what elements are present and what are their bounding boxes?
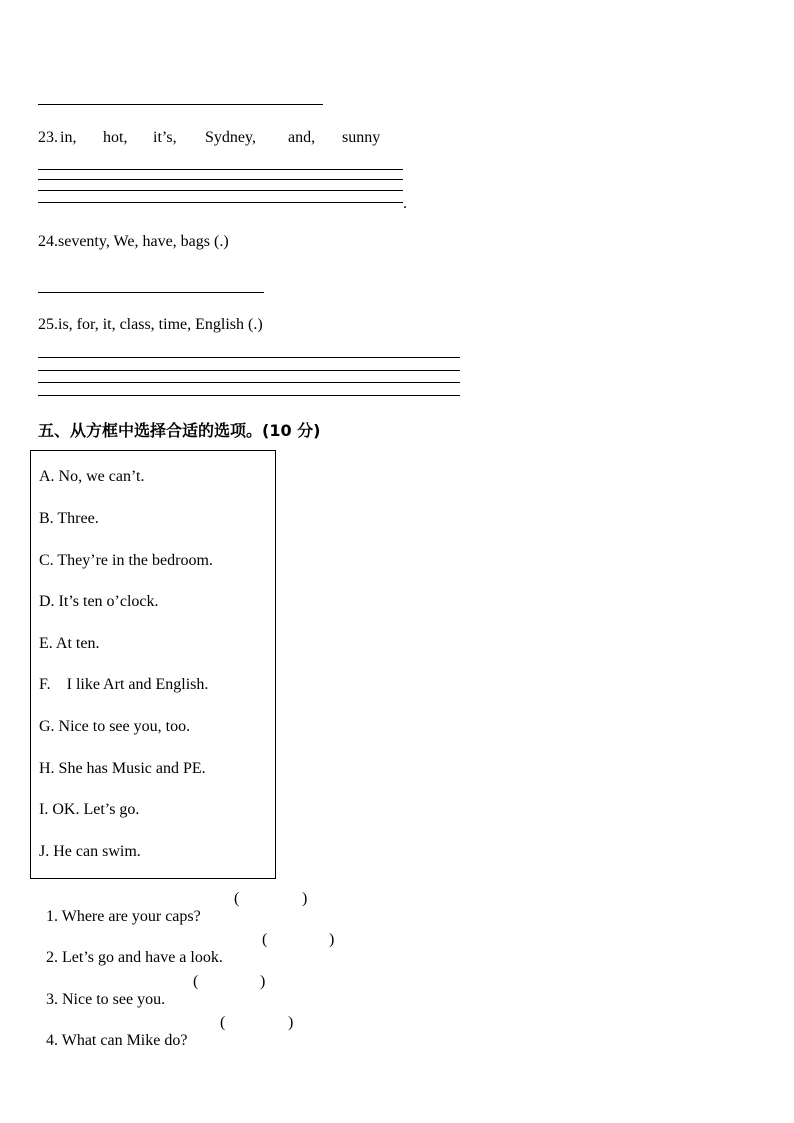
q23-word-4: Sydney, — [205, 129, 256, 146]
question-23 — [38, 129, 438, 151]
answer-open-paren-3: ( — [193, 973, 199, 990]
question-25: 25.is, for, it, class, time, English (.) — [38, 316, 263, 333]
answer-line-q23-1[interactable] — [38, 169, 403, 170]
answer-line-q25-1[interactable] — [38, 357, 460, 358]
answer-blank-3[interactable] — [205, 973, 255, 993]
match-question-1-text: 1. Where are your caps? — [46, 908, 201, 925]
answer-line-q24[interactable] — [38, 292, 264, 293]
option-f: F. I like Art and English. — [39, 676, 209, 693]
answer-line-q25-4[interactable] — [38, 395, 460, 396]
option-c: C. They’re in the bedroom. — [39, 552, 213, 569]
option-g: G. Nice to see you, too. — [39, 718, 191, 735]
match-question-2 — [38, 931, 223, 967]
answer-open-paren-2: ( — [262, 931, 268, 948]
match-question-4 — [38, 1014, 187, 1050]
option-e: E. At ten. — [39, 635, 100, 652]
option-d: D. It’s ten o’clock. — [39, 593, 159, 610]
answer-close-paren-1: ) — [302, 890, 308, 907]
option-h: H. She has Music and PE. — [39, 760, 206, 777]
answer-line-q25-2[interactable] — [38, 370, 460, 371]
match-question-2-text: 2. Let’s go and have a look. — [46, 949, 223, 966]
answer-blank-4[interactable] — [232, 1014, 282, 1034]
answer-line-q22[interactable] — [38, 104, 323, 105]
match-question-3 — [38, 973, 165, 1009]
option-i: I. OK. Let’s go. — [39, 801, 140, 818]
answer-blank-1[interactable] — [246, 890, 296, 910]
question-24: 24.seventy, We, have, bags (.) — [38, 233, 229, 250]
answer-line-q25-3[interactable] — [38, 382, 460, 383]
q23-word-6: sunny — [342, 129, 381, 146]
option-a: A. No, we can’t. — [39, 468, 145, 485]
q23-word-2: hot, — [103, 129, 128, 146]
q23-word-3: it’s, — [153, 129, 177, 146]
option-b: B. Three. — [39, 510, 99, 527]
answer-close-paren-4: ) — [288, 1014, 294, 1031]
match-question-4-text: 4. What can Mike do? — [46, 1032, 188, 1049]
q23-end-mark: . — [403, 195, 407, 212]
match-question-3-text: 3. Nice to see you. — [46, 991, 166, 1008]
answer-open-paren-4: ( — [220, 1014, 226, 1031]
answer-close-paren-3: ) — [260, 973, 266, 990]
answer-close-paren-2: ) — [329, 931, 335, 948]
answer-blank-2[interactable] — [274, 931, 324, 951]
match-question-1 — [38, 890, 201, 926]
answer-open-paren-1: ( — [234, 890, 240, 907]
answer-line-q23-2[interactable] — [38, 179, 403, 180]
answer-line-q23-4[interactable] — [38, 202, 403, 203]
q23-number: 23. — [38, 129, 58, 146]
answer-line-q23-3[interactable] — [38, 190, 403, 191]
options-box — [30, 450, 276, 879]
section-5-heading: 五、从方框中选择合适的选项。(10 分) — [38, 421, 321, 440]
q23-word-1: in, — [60, 129, 77, 146]
q23-word-5: and, — [288, 129, 316, 146]
option-j: J. He can swim. — [39, 843, 141, 860]
